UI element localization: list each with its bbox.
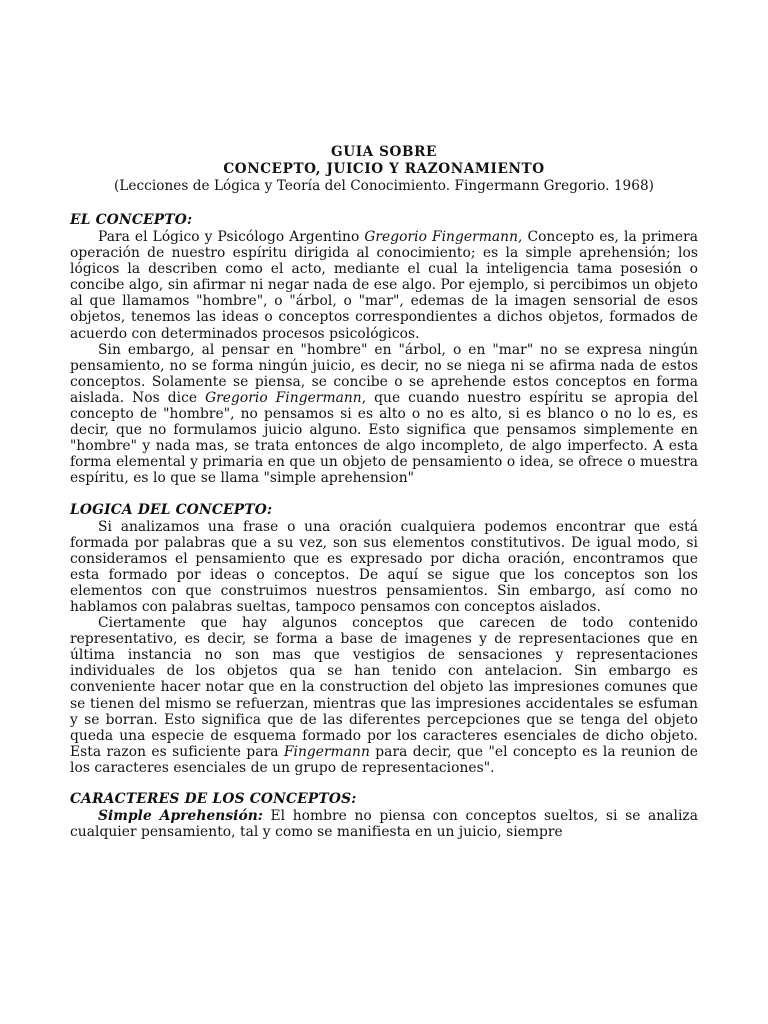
text-run: Para el Lógico y Psicólogo Argentino (98, 229, 365, 245)
section-heading-caracteres: CARACTERES DE LOS CONCEPTOS: (70, 791, 357, 807)
text-run: para decir, que "el concepto es la reunion de los caracteres esenciales de un grupo de representaciones". (70, 743, 698, 776)
paragraph-concepto-1 (70, 229, 698, 342)
author-name: Fingermann (283, 743, 370, 760)
section-heading-logica: LOGICA DEL CONCEPTO: (70, 501, 273, 518)
document-page (70, 144, 698, 840)
paragraph-caracteres-1 (70, 808, 698, 840)
text-run: Ciertamente que hay algunos conceptos que carecen de todo contenido representativo, es decir, se forma a base de imagenes y de representaciones que en última instancia no son mas que vestigios de sensaciones y representaciones individuales de los objetos qua se han tenido con antelacion. Sin embargo es conveniente hacer notar que en la construction del objeto las impresiones comunes que se tienen del mismo se refuerzan, mientras que las impresiones accidentales se esfuman y se borran. Esto significa que de las diferentes percepciones que se tenga del objeto queda una especie de esquema formado por los caracteres esenciales de dicho objeto. Esta razon es suficiente para (70, 615, 698, 760)
document-subtitle: (Lecciones de Lógica y Teoría del Conocimiento. Fingermann Gregorio. 1968) (113, 178, 655, 194)
paragraph-concepto-2 (70, 342, 698, 487)
text-run: Sin embargo, al pensar en "hombre" en "árbol, o en "mar" no se expresa ningún pensamiento, no se forma ningún juicio, es decir, no se niega ni se afirma nada de estos conceptos. Solamente se piensa, se concibe o se aprehende estos conceptos en forma aislada. Nos dice (70, 341, 698, 406)
document-title-line1: GUIA SOBRE (331, 144, 437, 160)
title-block (70, 144, 698, 195)
text-run: , que cuando nuestro espíritu se apropia del concepto de "hombre", no pensamos si es alto o no es alto, si es blanco o no lo es, es decir, que no formulamos juicio alguno. Esto significa que pensamos simplemente en "hombre" y nada mas, se trata entonces de algo incompleto, de algo imperfecto. A esta forma elemental y primaria en que un objeto de pensamiento o idea, se ofrece o muestra espíritu, es lo que se llama "simple aprehension" (70, 389, 698, 487)
text-run: , Concepto es, la primera operación de nuestro espíritu dirigida al conocimiento; es la simple aprehensión; los lógicos la describen como el acto, mediante el cual la inteligencia tama posesión o concibe algo, sin afirmar ni negar nada de ese algo. Por ejemplo, si percibimos un objeto al que llamamos "hombre", o "árbol, o "mar", edemas de la imagen sensorial de esos objetos, tenemos las ideas o conceptos correspondientes a dichos objetos, formados de acuerdo con determinados procesos psicológicos. (70, 229, 698, 342)
author-name: Gregorio Fingermann (205, 389, 362, 406)
document-title-line2: CONCEPTO, JUICIO Y RAZONAMIENTO (223, 161, 545, 177)
text-run: El hombre no piensa con conceptos sueltos, si se analiza cualquier pensamiento, tal y como se manifiesta en un juicio, siempre (70, 808, 699, 841)
section-heading-concepto: EL CONCEPTO: (70, 212, 193, 228)
paragraph-logica-1: Si analizamos una frase o una oración cualquiera podemos encontrar que está formada por palabras que a su vez, son sus elementos constitutivos. De igual modo, si consideramos el pensamiento que es expresado por dicha oración, encontramos que esta formado por ideas o conceptos. De aquí se sigue que los conceptos son los elementos con que construimos nuestros pensamientos. Sin embargo, así como no hablamos con palabras sueltas, tampoco pensamos con conceptos aislados. (70, 518, 698, 615)
paragraph-logica-2 (70, 615, 698, 776)
author-name: Gregorio Fingermann (364, 229, 519, 245)
inline-heading-simple-aprehension: Simple Aprehensión: (98, 808, 263, 824)
